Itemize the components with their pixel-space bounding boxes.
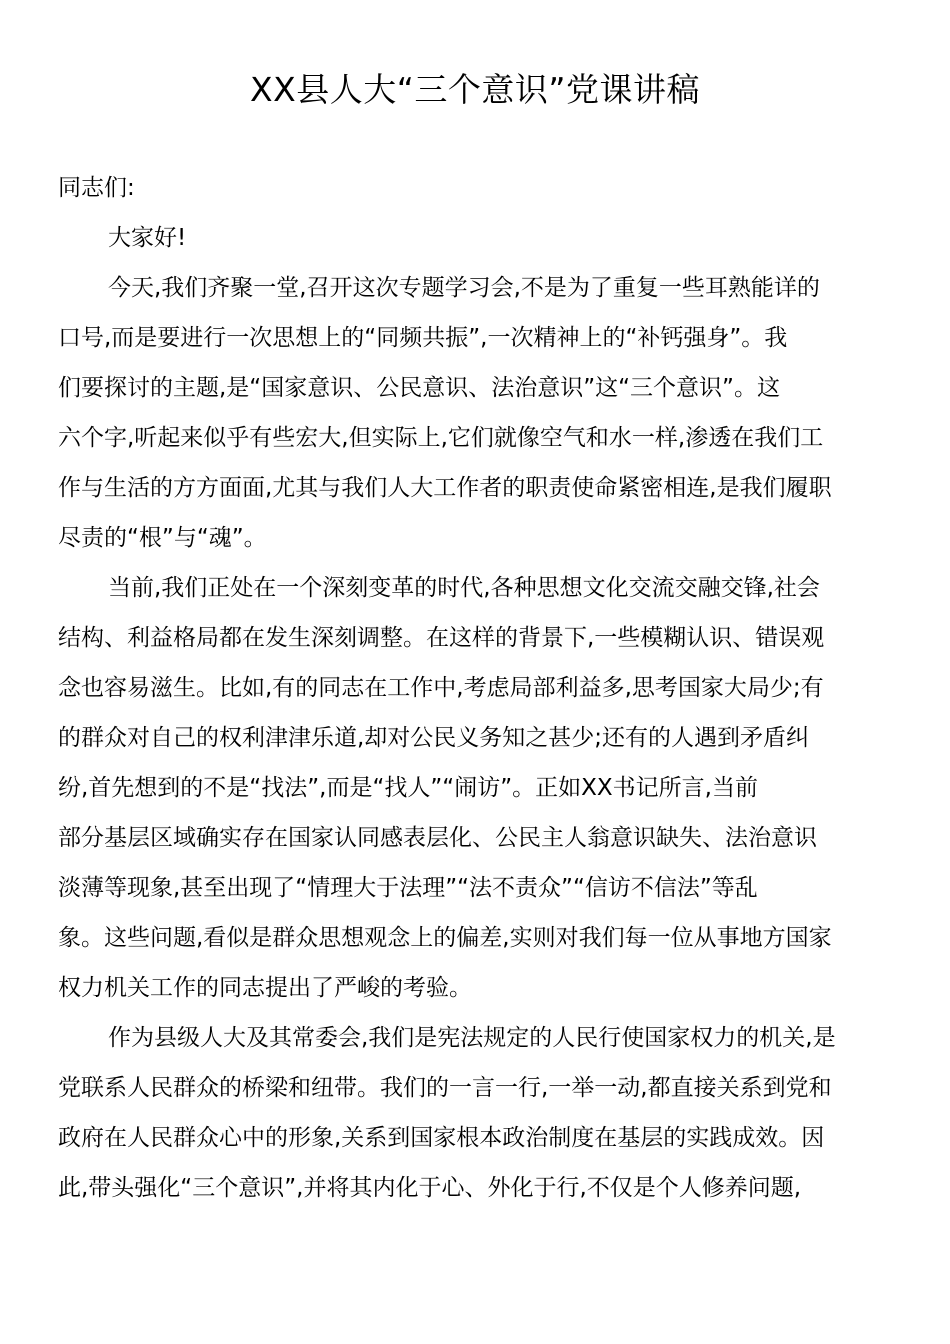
paragraph-line: 作与生活的方方面面,尤其与我们人大工作者的职责使命紧密相连,是我们履职: [58, 475, 832, 501]
paragraph-line: 政府在人民群众心中的形象,关系到国家根本政治制度在基层的实践成效。因: [58, 1125, 825, 1151]
greeting-line: 大家好!: [108, 225, 187, 251]
paragraph-line: 们要探讨的主题,是“国家意识、公民意识、法治意识”这“三个意识”。这: [58, 375, 780, 401]
paragraph-3: [58, 1013, 894, 1213]
paragraph-line: 当前,我们正处在一个深刻变革的时代,各种思想文化交流交融交锋,社会: [108, 575, 820, 601]
document-body: [58, 163, 894, 1213]
paragraph-line: 结构、利益格局都在发生深刻调整。在这样的背景下,一些模糊认识、错误观: [58, 625, 825, 651]
paragraph-line: 作为县级人大及其常委会,我们是宪法规定的人民行使国家权力的机关,是: [108, 1025, 836, 1051]
paragraph-line: 念也容易滋生。比如,有的同志在工作中,考虑局部利益多,思考国家大局少;有: [58, 675, 824, 701]
paragraph-line: 六个字,听起来似乎有些宏大,但实际上,它们就像空气和水一样,渗透在我们工: [58, 425, 824, 451]
paragraph-line: 口号,而是要进行一次思想上的“同频共振”,一次精神上的“补钙强身”。我: [58, 325, 788, 351]
paragraph-line: 尽责的“根”与“魂”。: [58, 525, 267, 551]
salutation-line: 同志们:: [58, 175, 135, 201]
paragraph-1: [58, 263, 894, 563]
paragraph-line: 党联系人民群众的桥梁和纽带。我们的一言一行,一举一动,都直接关系到党和: [58, 1075, 832, 1101]
paragraph-2: [58, 563, 894, 1013]
paragraph-line: 纷,首先想到的不是“找法”,而是“找人”“闹访”。正如XX书记所言,当前: [58, 775, 758, 801]
paragraph-line: 淡薄等现象,甚至出现了“情理大于法理”“法不责众”“信访不信法”等乱: [58, 875, 758, 901]
paragraph-line: 部分基层区域确实存在国家认同感表层化、公民主人翁意识缺失、法治意识: [58, 825, 817, 851]
paragraph-line: 此,带头强化“三个意识”,并将其内化于心、外化于行,不仅是个人修养问题,: [58, 1175, 802, 1201]
paragraph-line: 象。这些问题,看似是群众思想观念上的偏差,实则对我们每一位从事地方国家: [58, 925, 832, 951]
paragraph-line: 今天,我们齐聚一堂,召开这次专题学习会,不是为了重复一些耳熟能详的: [108, 275, 820, 301]
paragraph-line: 权力机关工作的同志提出了严峻的考验。: [58, 975, 472, 1001]
paragraph-line: 的群众对自己的权利津津乐道,却对公民义务知之甚少;还有的人遇到矛盾纠: [58, 725, 810, 751]
document-title: XX县人大“三个意识”党课讲稿: [250, 70, 700, 109]
